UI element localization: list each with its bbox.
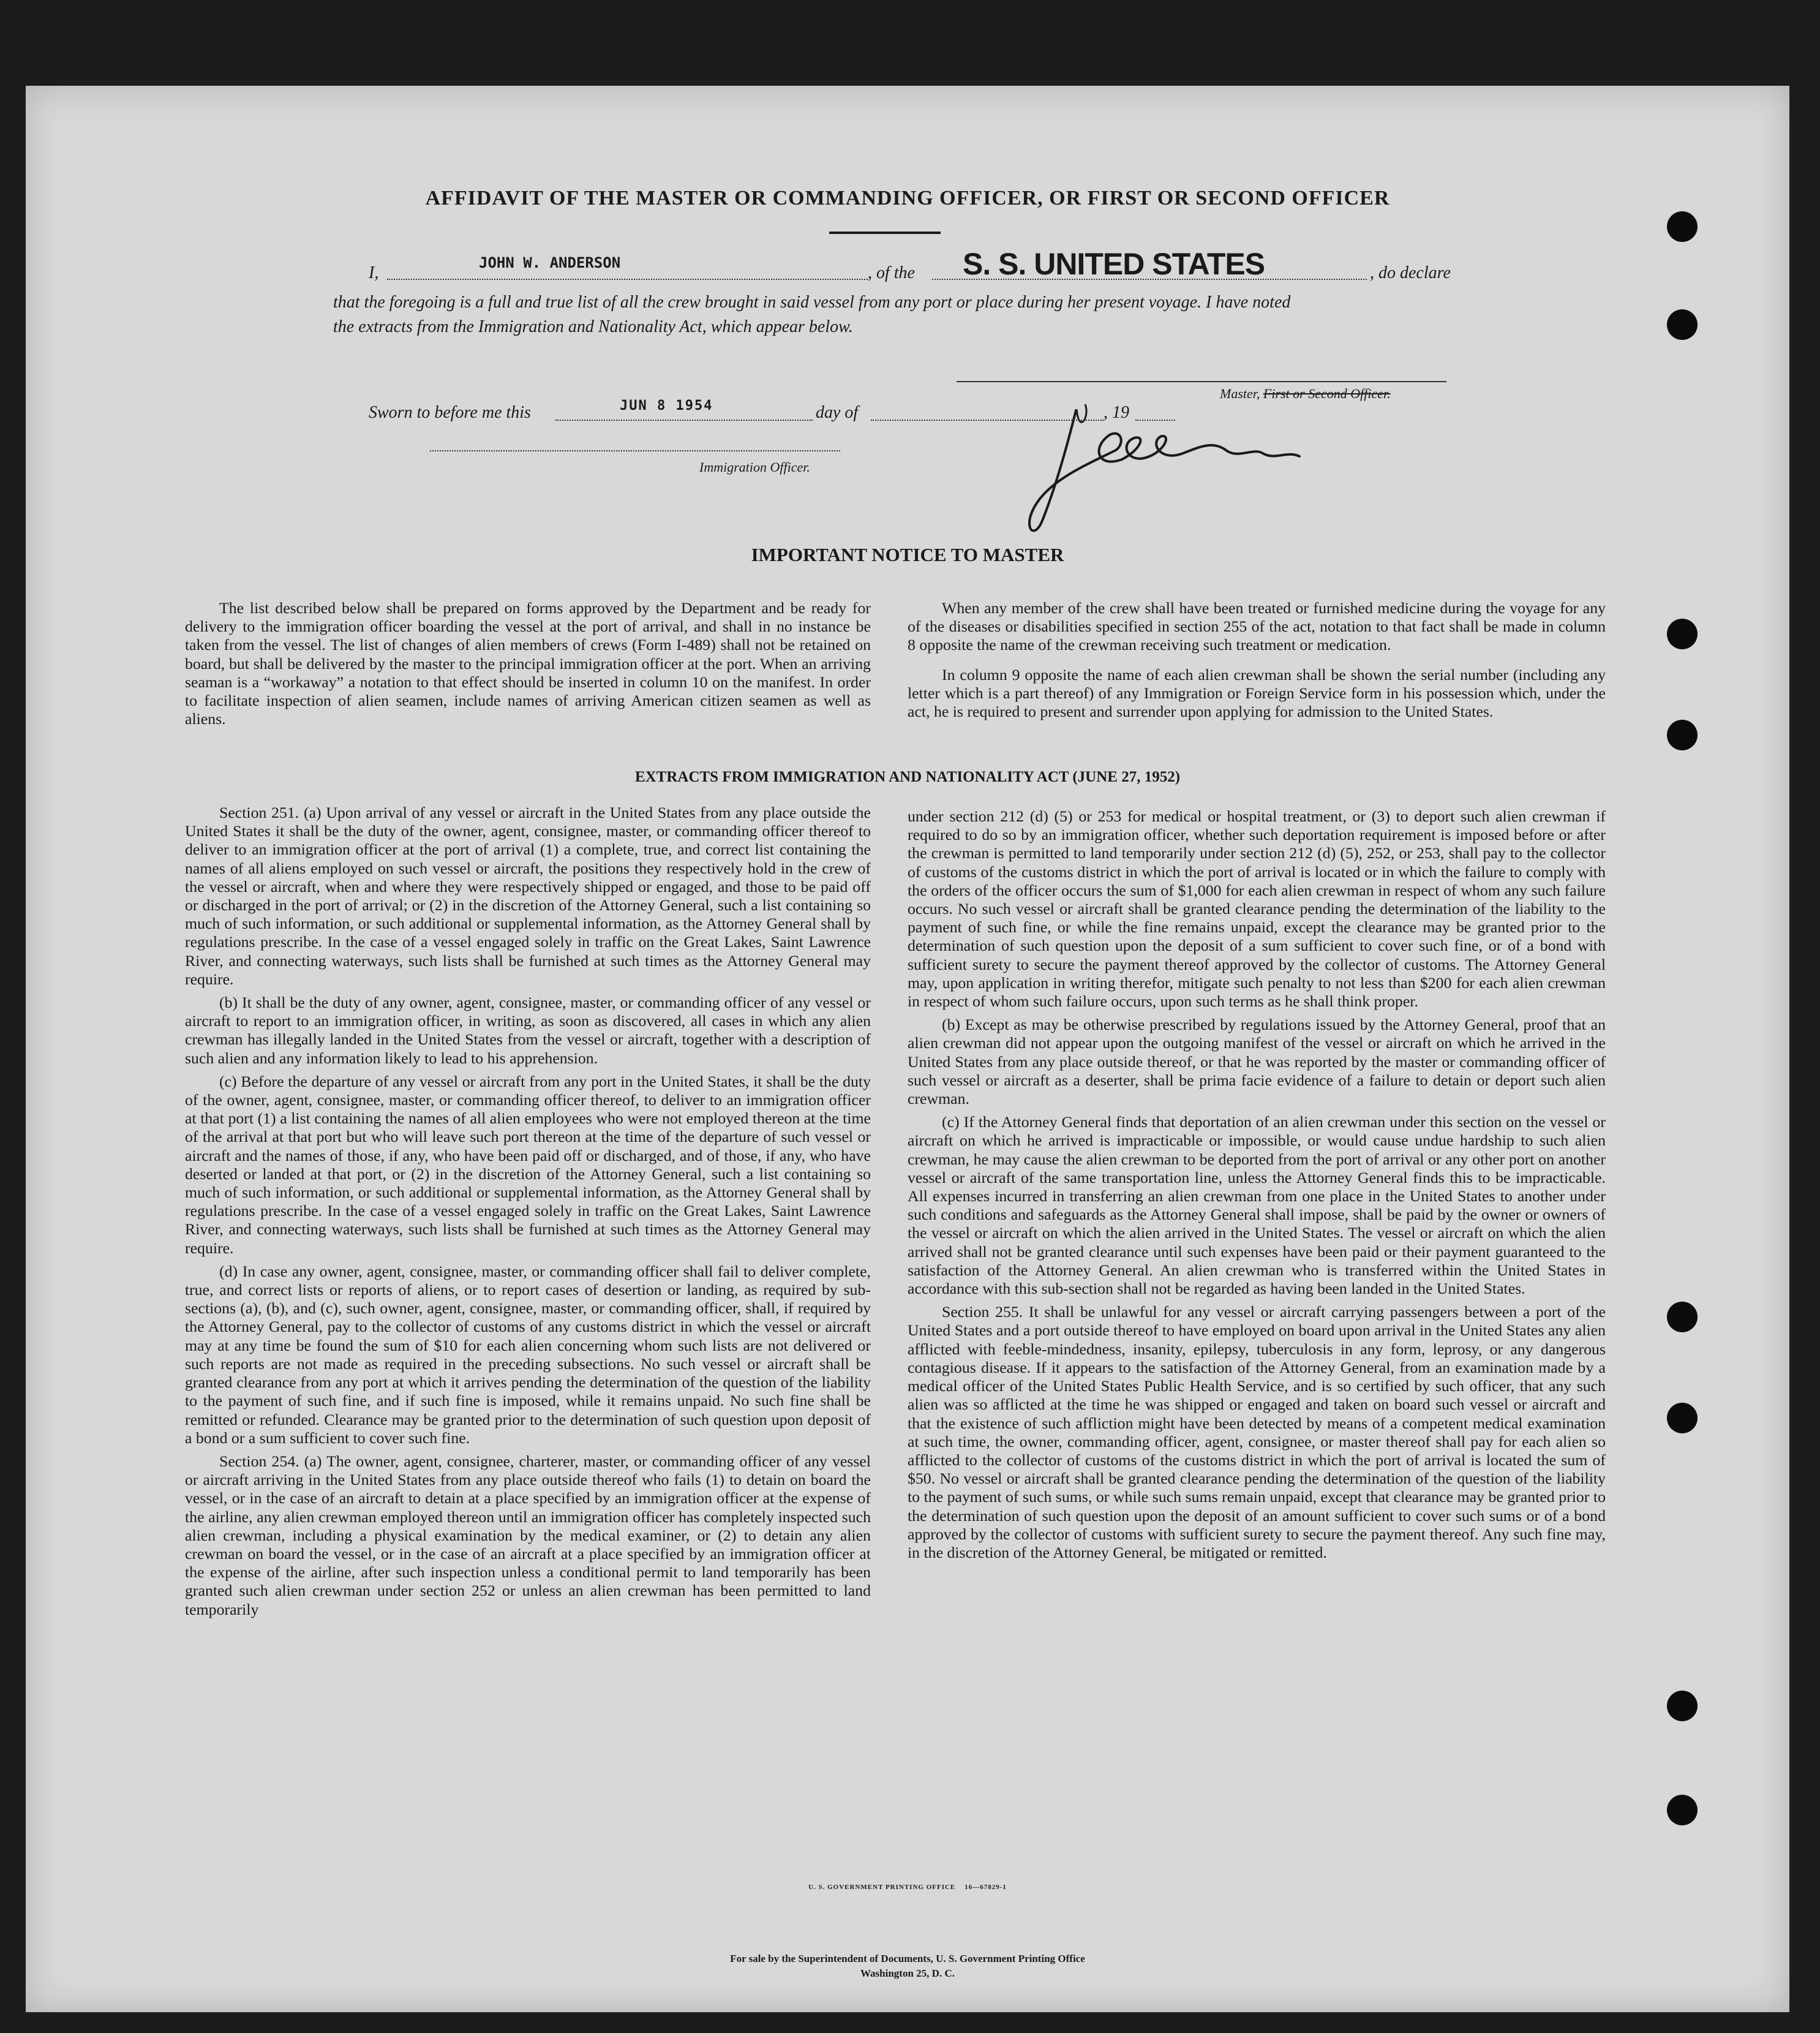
act-paragraph: Section 251. (a) Upon arrival of any vessel or aircraft in the United States from any place outside the United States it shall be the duty of the owner, agent, consignee, master, or commanding officer thereof to deliver to an immigration officer at the port of arrival (1) a complete, true, and correct list containing the names of all aliens employed on such vessel or aircraft, the positions they respectively hold in the crew of the vessel or aircraft, when and where they were respectively shipped or engaged, and those to be paid off or discharged in the port of arrival; or (2) in the discretion of the Attorney General, such a list containing so much of such information, or such additional or supplemental information, as the Attorney General shall by regulations prescribe. In the case of a vessel engaged solely in traffic on the Great Lakes, Saint Lawrence River, and connecting waterways, such lists shall be furnished at such times as the Attorney General may require. bbox=[185, 804, 871, 988]
notice-title: IMPORTANT NOTICE TO MASTER bbox=[751, 544, 1064, 565]
label-do-declare: , do declare bbox=[1370, 263, 1451, 282]
label-of-the: , of the bbox=[868, 263, 915, 282]
act-paragraph: (d) In case any owner, agent, consignee, master, or commanding officer shall fail to deliver complete, true, and correct lists or reports of aliens, or to report cases of desertion or landing, as required by sub-sections (a), (b), and (c), such owner, agent, consignee, master, or commanding officer, shall, if required by the Attorney General, pay to the collector of customs of any customs district in which the vessel or aircraft may at any time be found the sum of $10 for each alien concerning whom such lists are not delivered or such reports are not made as required in the preceding subsections. No such vessel or aircraft shall be granted clearance from any port at which it arrives pending the determination of the question of the liability to the payment of such fine, and if such fine is imposed, while it remains unpaid. No such fine shall be remitted or refunded. Clearance may be granted prior to the determination of such question upon deposit of a bond or a sum sufficient to cover such fine. bbox=[185, 1262, 871, 1447]
affidavit-title: AFFIDAVIT OF THE MASTER OR COMMANDING OFFICER, OR FIRST OR SECOND OFFICER bbox=[425, 187, 1390, 209]
notice-left-column bbox=[185, 599, 871, 733]
notice-paragraph: When any member of the crew shall have been treated or furnished medicine during the voyage for any of the diseases or disabilities specified in section 255 of the act, notation to that fact shall be made in column 8 opposite the name of the crewman receiving such treatment or medication. bbox=[908, 599, 1606, 654]
sworn-date-line bbox=[555, 420, 813, 421]
vessel-name: S. S. UNITED STATES bbox=[963, 247, 1265, 281]
day-of-label: day of bbox=[816, 403, 859, 422]
binder-hole bbox=[1667, 1691, 1698, 1721]
declaration-line-2: the extracts from the Immigration and Nationality Act, which appear below. bbox=[333, 317, 853, 336]
binder-hole bbox=[1667, 619, 1698, 649]
declaration-line-1: that the foregoing is a full and true list of all the crew brought in said vessel from any port or place during her present voyage. I have noted bbox=[333, 293, 1291, 312]
document-page bbox=[26, 86, 1789, 2012]
immigration-officer-label: Immigration Officer. bbox=[699, 459, 810, 475]
binder-hole bbox=[1667, 1403, 1698, 1433]
year-label: , 19 bbox=[1104, 403, 1129, 422]
name-line bbox=[387, 279, 868, 280]
binder-hole bbox=[1667, 720, 1698, 750]
printer-line: U. S. GOVERNMENT PRINTING OFFICE 16—67829-1 bbox=[808, 1884, 1007, 1891]
extracts-left-column bbox=[185, 804, 871, 1624]
binder-hole bbox=[1667, 309, 1698, 340]
act-paragraph: under section 212 (d) (5) or 253 for medical or hospital treatment, or (3) to deport such alien crewman if required to do so by an immigration officer, whether such deportation requirement is imposed before or after the crewman is permitted to land temporarily under section 212 (d) (5), 252, or 253, shall pay to the collector of customs of the customs district in which the port of arrival is located or in which the failure to comply with the orders of the officer occurs the sum of $1,000 for each alien crewman in respect of whom any such failure occurs. No such vessel or aircraft shall be granted clearance pending the determination of the liability to the payment of such fine, or while the fine remains unpaid, except the clearance may be granted prior to the determination of such question upon the deposit of a sum sufficient to cover such fine, or of a bond with sufficient surety to secure the payment thereof approved by the collector of customs. The Attorney General may, upon application in writing therefor, mitigate such penalty to not less than $200 for each alien crewman in respect of whom such failure occurs, upon such terms as he shall think proper. bbox=[908, 807, 1606, 1011]
signature-caption bbox=[1220, 386, 1391, 402]
year-line bbox=[1135, 420, 1175, 421]
notice-paragraph: The list described below shall be prepared on forms approved by the Department and be ready for delivery to the immigration officer boarding the vessel at the port of arrival, and shall in no instance be taken from the vessel. The list of changes of alien members of crews (Form I-489) shall not be retained on board, but shall be delivered by the master to the principal immigration officer at the port. When an arriving seaman is a “workaway” a notation to that effect should be inserted in column 10 on the manifest. In order to facilitate inspection of alien seamen, include names of arriving American citizen seamen as well as aliens. bbox=[185, 599, 871, 728]
act-paragraph: (c) If the Attorney General finds that deportation of an alien crewman under this section on the vessel or aircraft on which he arrived is impracticable or impossible, or would cause undue hardship to such alien crewman, he may cause the alien crewman to be deported from the port of arrival or any other port on another vessel or aircraft of the same transportation line, unless the Attorney General finds this to be impracticable. All expenses incurred in transferring an alien crewman from one place in the United States to another under such conditions and safeguards as the Attorney General shall impose, shall be paid by the owner or owners of the vessel or aircraft on which the alien arrived in the United States. The vessel or aircraft on which the alien arrived shall not be granted clearance until such expenses have been paid or their payment guaranteed to the satisfaction of the Attorney General. An alien crewman who is transferred within the United States in accordance with this sub-section shall not be regarded as having been landed in the United States. bbox=[908, 1113, 1606, 1298]
binder-hole bbox=[1667, 1795, 1698, 1825]
caption-struck-officer: First or Second Officer. bbox=[1263, 386, 1391, 401]
binder-hole bbox=[1667, 1302, 1698, 1332]
extracts-right-column bbox=[908, 807, 1606, 1567]
title-rule bbox=[829, 232, 941, 234]
month-line bbox=[871, 420, 1104, 421]
act-paragraph: Section 254. (a) The owner, agent, consignee, charterer, master, or commanding officer of any vessel or aircraft arriving in the United States from any place outside thereof who fails (1) to detain on board the vessel, or in the case of an aircraft to detain at a place specified by an immigration officer at the expense of the airline, any alien crewman employed thereon until an immigration officer has completely inspected such alien crewman, including a physical examination by the medical examiner, or (2) to detain any alien crewman on board the vessel, or in the case of an aircraft at a place specified by an immigration officer at the expense of the airline, after such inspection unless a conditional permit to land temporarily has been granted such alien crewman under section 252 or unless an alien crewman has been permitted to land temporarily bbox=[185, 1452, 871, 1618]
notice-right-column bbox=[908, 599, 1606, 726]
master-signature bbox=[1018, 392, 1336, 545]
act-paragraph: (c) Before the departure of any vessel or aircraft from any port in the United States, it shall be the duty of the owner, agent, consignee, master, or commanding officer thereof, to deliver to an immigration officer at that port (1) a list containing the names of all alien employees who were not employed thereon at the time of the arrival at that port but who will leave such port thereon at the time of the departure of such vessel or aircraft and the names of those, if any, who have been paid off or discharged, and of those, if any, who have deserted or landed at that port, or (2) in the discretion of the Attorney General, such a list containing so much of such information, or such additional or supplemental information, as the Attorney General shall by regulations prescribe. In the case of a vessel engaged solely in traffic on the Great Lakes, Saint Lawrence River, and connecting waterways, such lists shall be furnished at such times as the Attorney General may require. bbox=[185, 1072, 871, 1257]
label-i: I, bbox=[369, 263, 379, 282]
binder-hole bbox=[1667, 211, 1698, 242]
sworn-label: Sworn to before me this bbox=[369, 403, 531, 422]
act-paragraph: (b) Except as may be otherwise prescribed by regulations issued by the Attorney General, proof that an alien crewman did not appear upon the outgoing manifest of the vessel or aircraft on which he arrived in the United States from any place outside thereof, or that he was reported by the master or commanding officer of such vessel or aircraft as a deserter, shall be prima facie evidence of a failure to detain or deport such alien crewman. bbox=[908, 1016, 1606, 1108]
signature-line bbox=[957, 381, 1446, 382]
act-paragraph: (b) It shall be the duty of any owner, agent, consignee, master, or commanding officer of any vessel or aircraft to report to an immigration officer, in writing, as soon as discovered, all cases in which any alien crewman has illegally landed in the United States from the vessel or aircraft, together with a description of such alien and any information likely to lead to his apprehension. bbox=[185, 994, 871, 1067]
sale-line-1: For sale by the Superintendent of Documents, U. S. Government Printing Office bbox=[730, 1953, 1085, 1964]
notice-paragraph: In column 9 opposite the name of each alien crewman shall be shown the serial number (including any letter which is a part thereof) of any Immigration or Foreign Service form in his possession which, under the act, he is required to present and surrender upon applying for admission to the United States. bbox=[908, 665, 1606, 721]
extracts-title: EXTRACTS FROM IMMIGRATION AND NATIONALITY ACT (JUNE 27, 1952) bbox=[634, 769, 1181, 785]
caption-master: Master, bbox=[1220, 386, 1260, 401]
sworn-date: JUN 8 1954 bbox=[620, 398, 713, 413]
master-name: JOHN W. ANDERSON bbox=[479, 254, 621, 271]
immigration-officer-line bbox=[430, 450, 840, 451]
sale-line-2: Washington 25, D. C. bbox=[860, 1967, 955, 1979]
act-paragraph: Section 255. It shall be unlawful for any vessel or aircraft carrying passengers between a port of the United States and a port outside thereof to have employed on board upon arrival in the United States any alien afflicted with feeble-mindedness, insanity, epilepsy, tuberculosis in any form, leprosy, or any dangerous contagious disease. If it appears to the satisfaction of the Attorney General, from an examination made by a medical officer of the United States Public Health Service, and is so certified by such officer, that any such alien was so afflicted at the time he was shipped or engaged and taken on board such vessel or aircraft and that the existence of such affliction might have been detected by means of a competent medical examination at such time, the owner, commanding officer, agent, consignee, or master thereof shall pay for each alien so afflicted to the collector of customs of the customs district in which the port of arrival is located the sum of $50. No vessel or aircraft shall be granted clearance pending the determination of the question of the liability to the payment of such sums, or while such sums remain unpaid, except that clearance may be granted prior to the determination of such question upon the deposit of an amount sufficient to cover such sums or of a bond approved by the collector of customs with sufficient surety to secure the payment thereof. Any such fine may, in the discretion of the Attorney General, be mitigated or remitted. bbox=[908, 1303, 1606, 1561]
